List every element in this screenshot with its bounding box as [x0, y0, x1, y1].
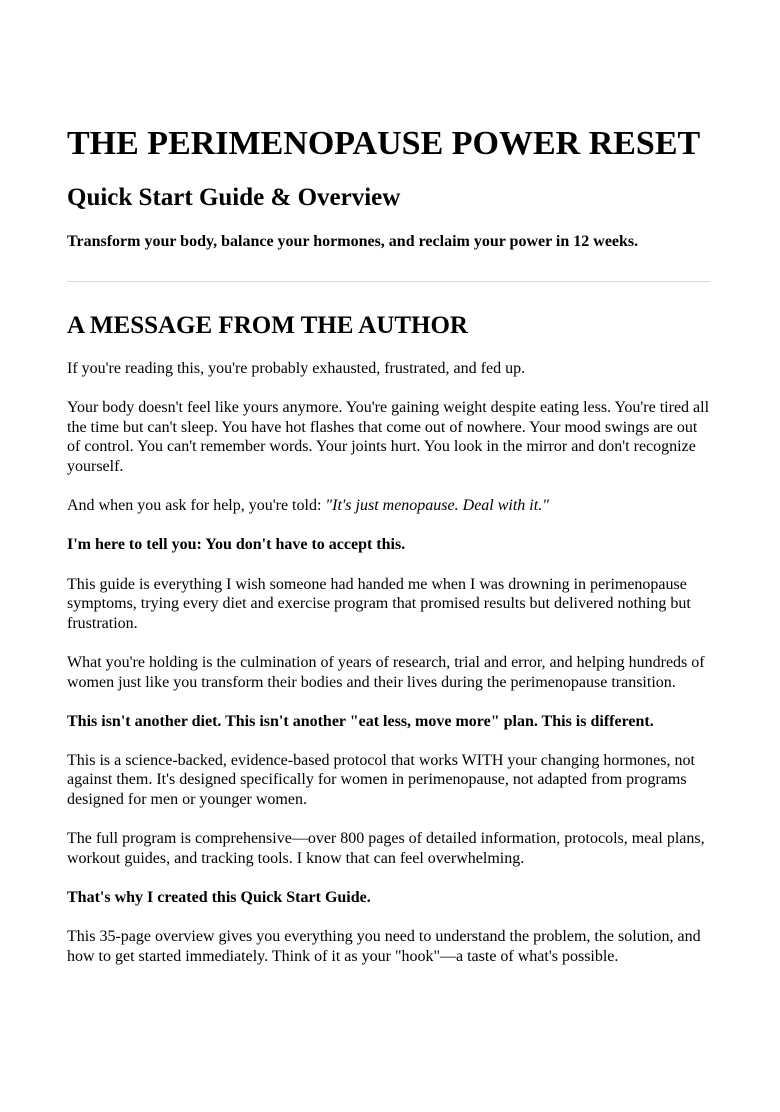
document-subtitle: Quick Start Guide & Overview — [67, 184, 401, 211]
body-text — [67, 359, 712, 986]
divider — [67, 281, 710, 282]
section-heading: A MESSAGE FROM THE AUTHOR — [67, 312, 468, 339]
paragraph: Your body doesn't feel like yours anymore. You're gaining weight despite eating less. You're tired all the time but can't sleep. You have hot flashes that come out of nowhere. Your mood swings are out of control. You can't remember words. Your joints hurt. You look in the mirror and don't recognize yourself. — [67, 399, 710, 475]
tagline: Transform your body, balance your hormones, and reclaim your power in 12 weeks. — [67, 233, 639, 250]
paragraph: That's why I created this Quick Start Guide. — [67, 889, 371, 907]
paragraph: The full program is comprehensive—over 800 pages of detailed information, protocols, meal plans, workout guides, and tracking tools. I know that can feel overwhelming. — [67, 830, 705, 867]
paragraph: What you're holding is the culmination of years of research, trial and error, and helping hundreds of women just like you transform their bodies and their lives during the perimenopause transition. — [67, 653, 705, 691]
paragraph: This 35-page overview gives you everything you need to understand the problem, the solution, and how to get started immediately. Think of it as your "hook"—a taste of what's possible. — [67, 928, 701, 965]
paragraph: This isn't another diet. This isn't another "eat less, move more" plan. This is different. — [67, 712, 654, 730]
paragraph: I'm here to tell you: You don't have to accept this. — [67, 536, 406, 554]
paragraph — [67, 496, 712, 516]
paragraph: This guide is everything I wish someone had handed me when I was drowning in perimenopause symptoms, trying every diet and exercise program that promised results but delivered nothing but frustration. — [67, 575, 691, 632]
paragraph: If you're reading this, you're probably exhausted, frustrated, and fed up. — [67, 360, 526, 377]
quote-text: "It's just menopause. Deal with it." — [325, 497, 549, 515]
paragraph: This is a science-backed, evidence-based protocol that works WITH your changing hormones, not against them. It's designed specifically for women in perimenopause, not adapted from programs designed for men or younger women. — [67, 751, 695, 809]
document-title: THE PERIMENOPAUSE POWER RESET — [67, 125, 701, 162]
paragraph-text: And when you ask for help, you're told: — [67, 497, 326, 515]
